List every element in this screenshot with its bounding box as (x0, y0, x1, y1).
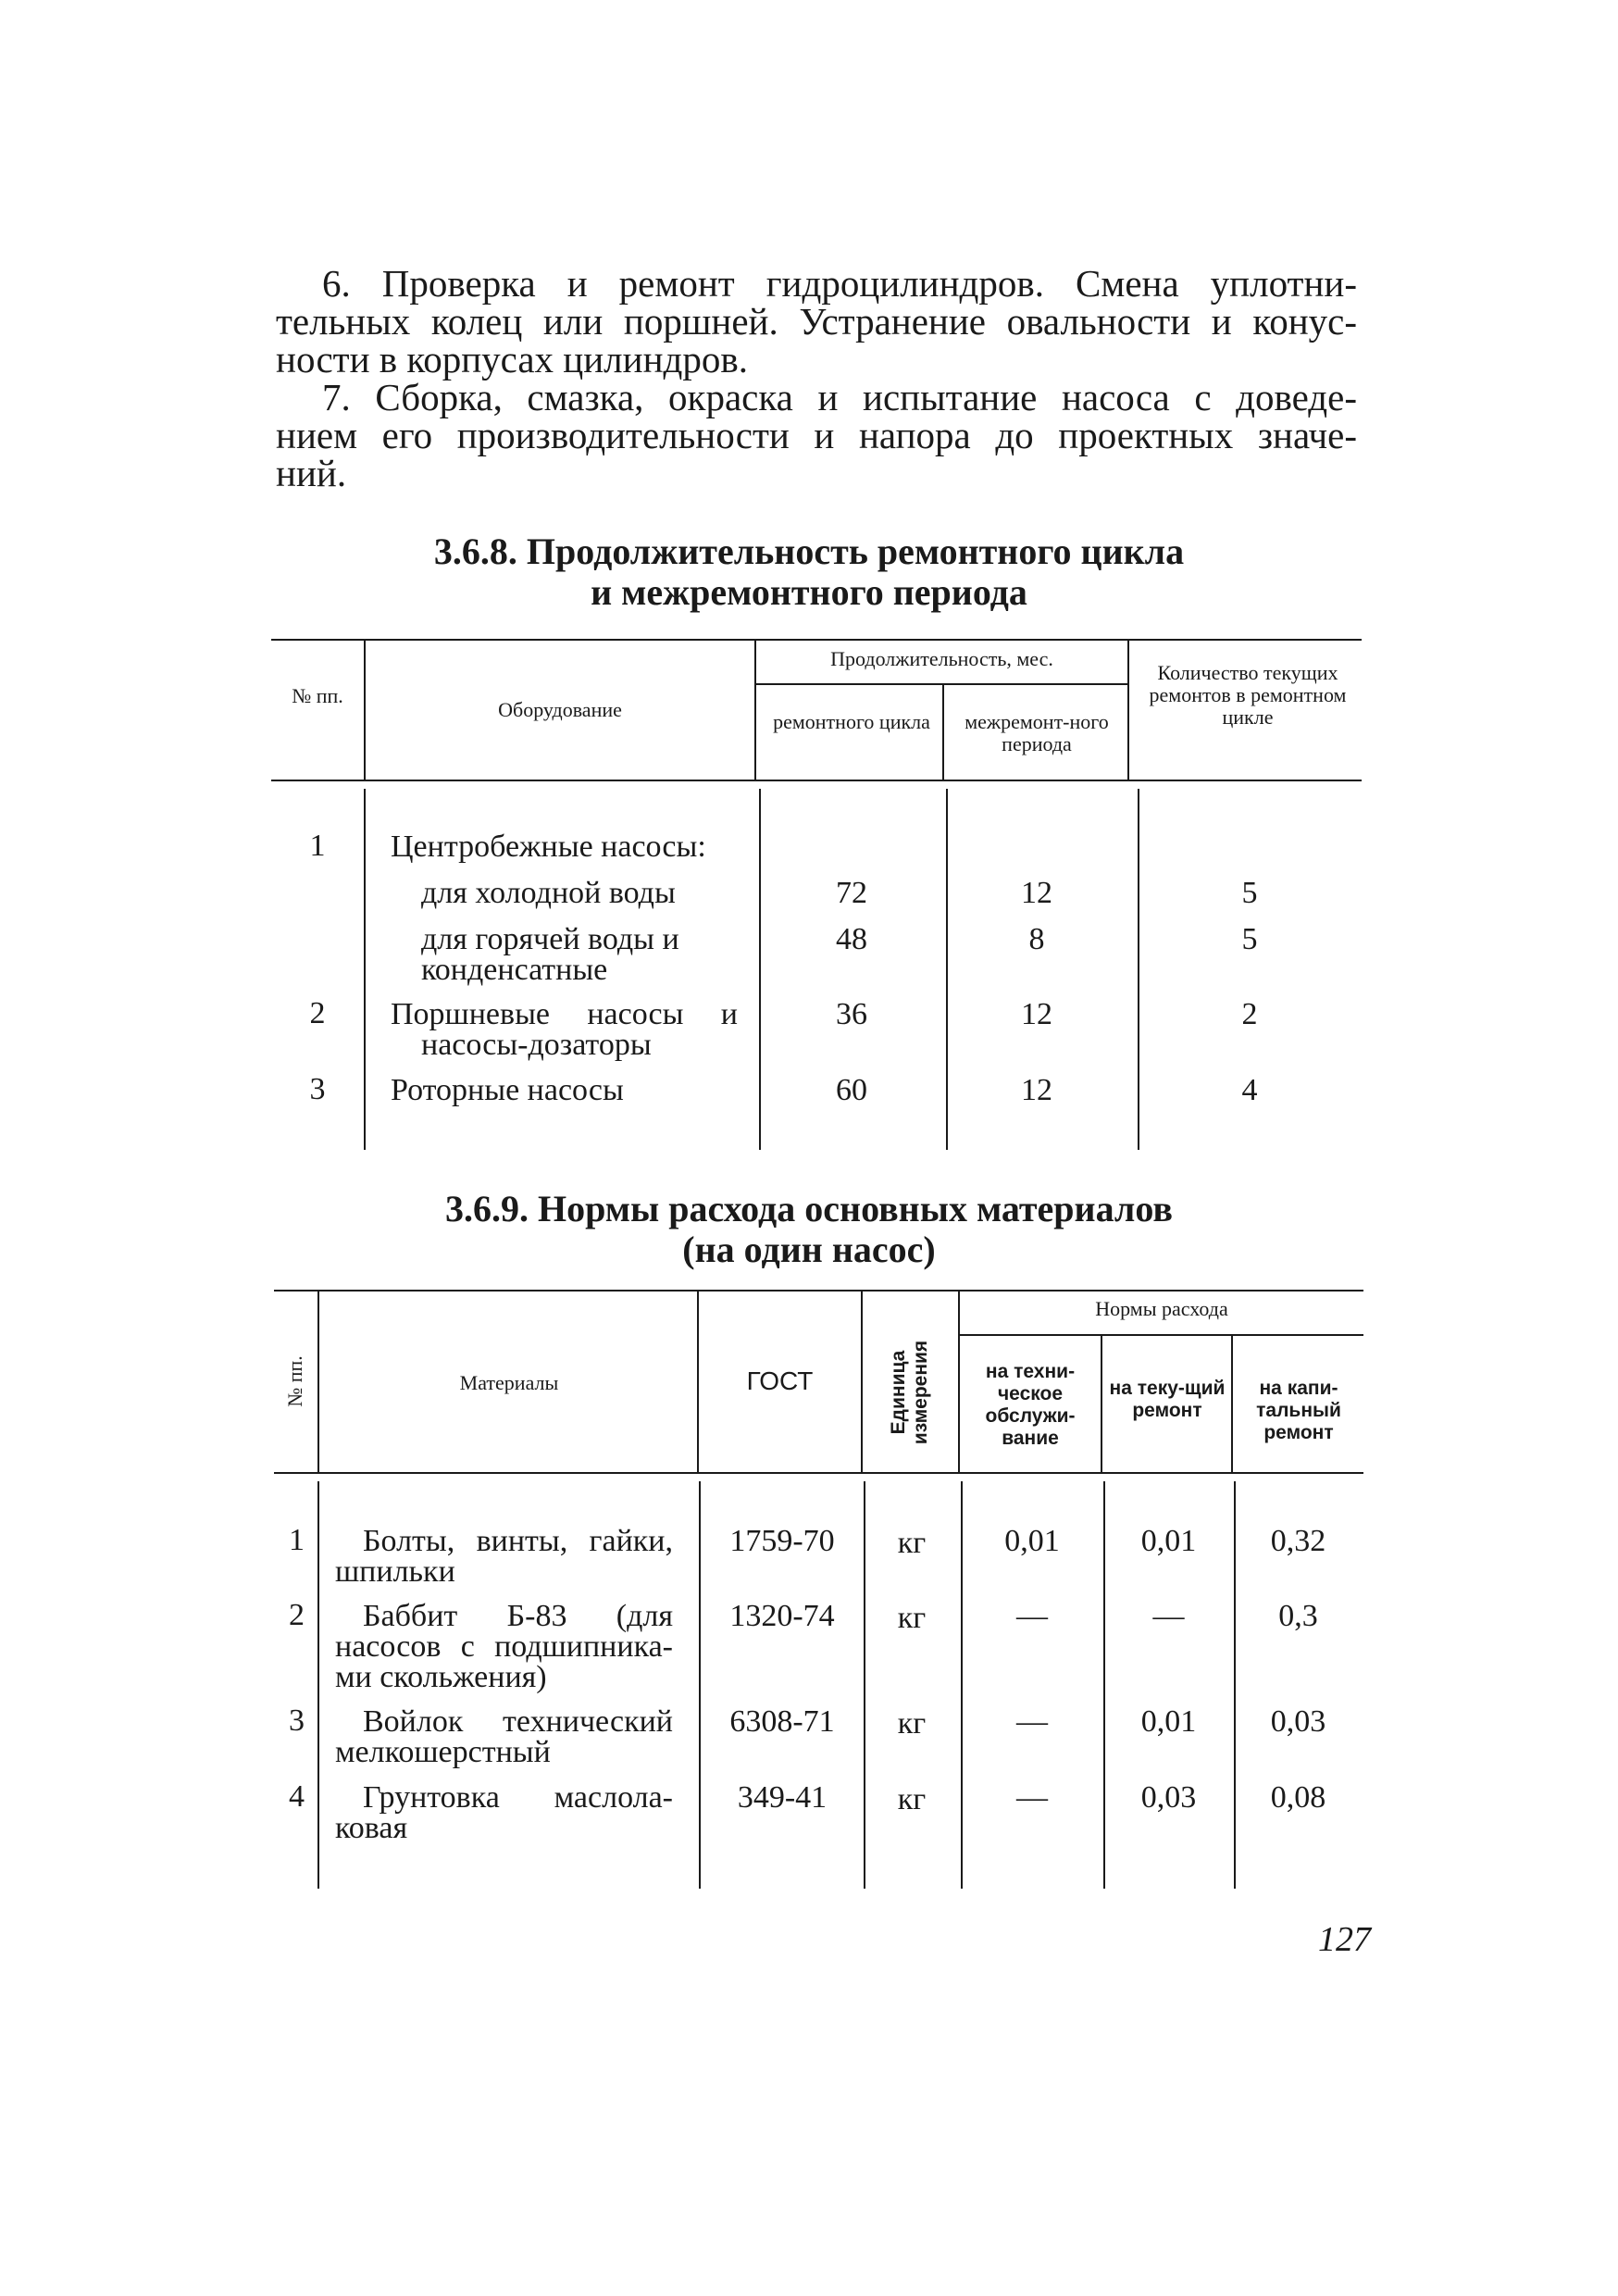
current-repair-value: 0,01 (1140, 1524, 1197, 1558)
equipment-name: Поршневые насосы и (391, 997, 738, 1031)
header-current-repair: на теку-щий ремонт (1109, 1378, 1226, 1421)
paragraph-line: ности в корпусах цилиндров. (276, 338, 748, 381)
capital-repair-value: 0,3 (1278, 1599, 1318, 1633)
interrepair-value: 12 (1021, 876, 1052, 910)
repair-count-value: 5 (1241, 922, 1258, 956)
repair-cycle-value: 36 (836, 997, 867, 1031)
capital-repair-value: 0,32 (1270, 1524, 1326, 1558)
maintenance-value: 0,01 (1004, 1524, 1060, 1558)
material-name-cont: шпильки (335, 1554, 455, 1589)
header-num: № пп. (283, 1355, 306, 1407)
header-duration: Продолжительность, мес. (830, 647, 1053, 670)
interrepair-value: 12 (1021, 1073, 1052, 1107)
equipment-name: для холодной воды (421, 876, 676, 910)
material-name: Баббит Б-83 (для (363, 1599, 673, 1633)
paragraph-line: нием его производительности и напора до проектных значе- (276, 414, 1357, 456)
repair-cycle-value: 48 (836, 922, 867, 956)
current-repair-value: — (1152, 1599, 1185, 1633)
current-repair-value: 0,03 (1140, 1780, 1197, 1815)
row-num: 4 (289, 1779, 305, 1814)
gost-value: 349-41 (737, 1780, 828, 1815)
section-title-line: 3.6.8. Продолжительность ремонтного цикла (433, 530, 1185, 572)
section-title-line: 3.6.9. Нормы расхода основных материалов (445, 1188, 1173, 1229)
header-norms: Нормы расхода (1095, 1297, 1228, 1320)
row-num: 2 (289, 1598, 305, 1632)
page-number: 127 (1318, 1920, 1371, 1959)
material-name: Болты, винты, гайки, (363, 1524, 673, 1558)
gost-value: 6308-71 (729, 1704, 835, 1739)
header-unit: Единица измерения (888, 1340, 931, 1445)
paragraph-7 (276, 376, 1357, 494)
equipment-name: Роторные насосы (391, 1073, 624, 1107)
repair-count-value: 4 (1241, 1073, 1258, 1107)
section-title-line: (на один насос) (682, 1229, 936, 1270)
gost-value: 1759-70 (729, 1524, 835, 1558)
repair-count-value: 5 (1241, 876, 1258, 910)
equipment-name-cont: конденсатные (421, 953, 608, 987)
row-num: 3 (309, 1072, 326, 1106)
gost-value: 1320-74 (729, 1599, 835, 1633)
header-num: № пп. (292, 684, 343, 707)
interrepair-value: 8 (1028, 922, 1045, 956)
row-num: 3 (289, 1703, 305, 1738)
header-interrepair: межремонт-ного периода (965, 710, 1109, 755)
equipment-name: Центробежные насосы: (391, 830, 706, 864)
header-maintenance: на техни-ческое обслужи-вание (985, 1361, 1076, 1449)
material-name-cont: мелкошерстный (335, 1735, 551, 1769)
row-num: 1 (309, 829, 326, 863)
capital-repair-value: 0,03 (1270, 1704, 1326, 1739)
equipment-name: для горячей воды и (421, 922, 679, 956)
maintenance-value: — (1016, 1599, 1048, 1633)
material-name-cont: ми скольжения) (335, 1660, 547, 1694)
unit-value: кг (897, 1782, 927, 1816)
header-materials: Материалы (459, 1371, 559, 1394)
maintenance-value: — (1016, 1780, 1048, 1815)
interrepair-value: 12 (1021, 997, 1052, 1031)
unit-value: кг (897, 1706, 927, 1741)
repair-cycle-value: 60 (836, 1073, 867, 1107)
section-368-title (0, 531, 1618, 613)
material-name-cont: насосов с подшипника- (335, 1629, 673, 1664)
repair-count-value: 2 (1241, 997, 1258, 1031)
unit-value: кг (897, 1601, 927, 1635)
paragraph-6 (276, 262, 1357, 381)
header-equipment: Оборудование (498, 698, 622, 721)
equipment-name-cont: насосы-дозаторы (421, 1028, 652, 1062)
row-num: 1 (289, 1523, 305, 1557)
header-gost: ГОСТ (746, 1366, 814, 1395)
capital-repair-value: 0,08 (1270, 1780, 1326, 1815)
material-name: Войлок технический (363, 1704, 673, 1739)
section-369-title (0, 1189, 1618, 1270)
maintenance-value: — (1016, 1704, 1048, 1739)
section-title-line: и межремонтного периода (591, 571, 1027, 613)
material-name-cont: ковая (335, 1811, 408, 1845)
paragraph-line: 7. Сборка, смазка, окраска и испытание насоса с доведе- (322, 376, 1357, 418)
unit-value: кг (897, 1526, 927, 1560)
row-num: 2 (309, 996, 326, 1030)
current-repair-value: 0,01 (1140, 1704, 1197, 1739)
paragraph-line: тельных колец или поршней. Устранение овальности и конус- (276, 300, 1357, 343)
header-repair-cycle: ремонтного цикла (773, 710, 930, 733)
repair-cycle-value: 72 (836, 876, 867, 910)
paragraph-line: 6. Проверка и ремонт гидроцилиндров. Смена уплотни- (322, 262, 1357, 305)
header-capital-repair: на капи-тальный ремонт (1256, 1378, 1341, 1443)
header-repair-count: Количество текущих ремонтов в ремонтном цикле (1149, 661, 1347, 729)
material-name: Грунтовка маслола- (363, 1780, 673, 1815)
paragraph-line: ний. (276, 452, 347, 494)
